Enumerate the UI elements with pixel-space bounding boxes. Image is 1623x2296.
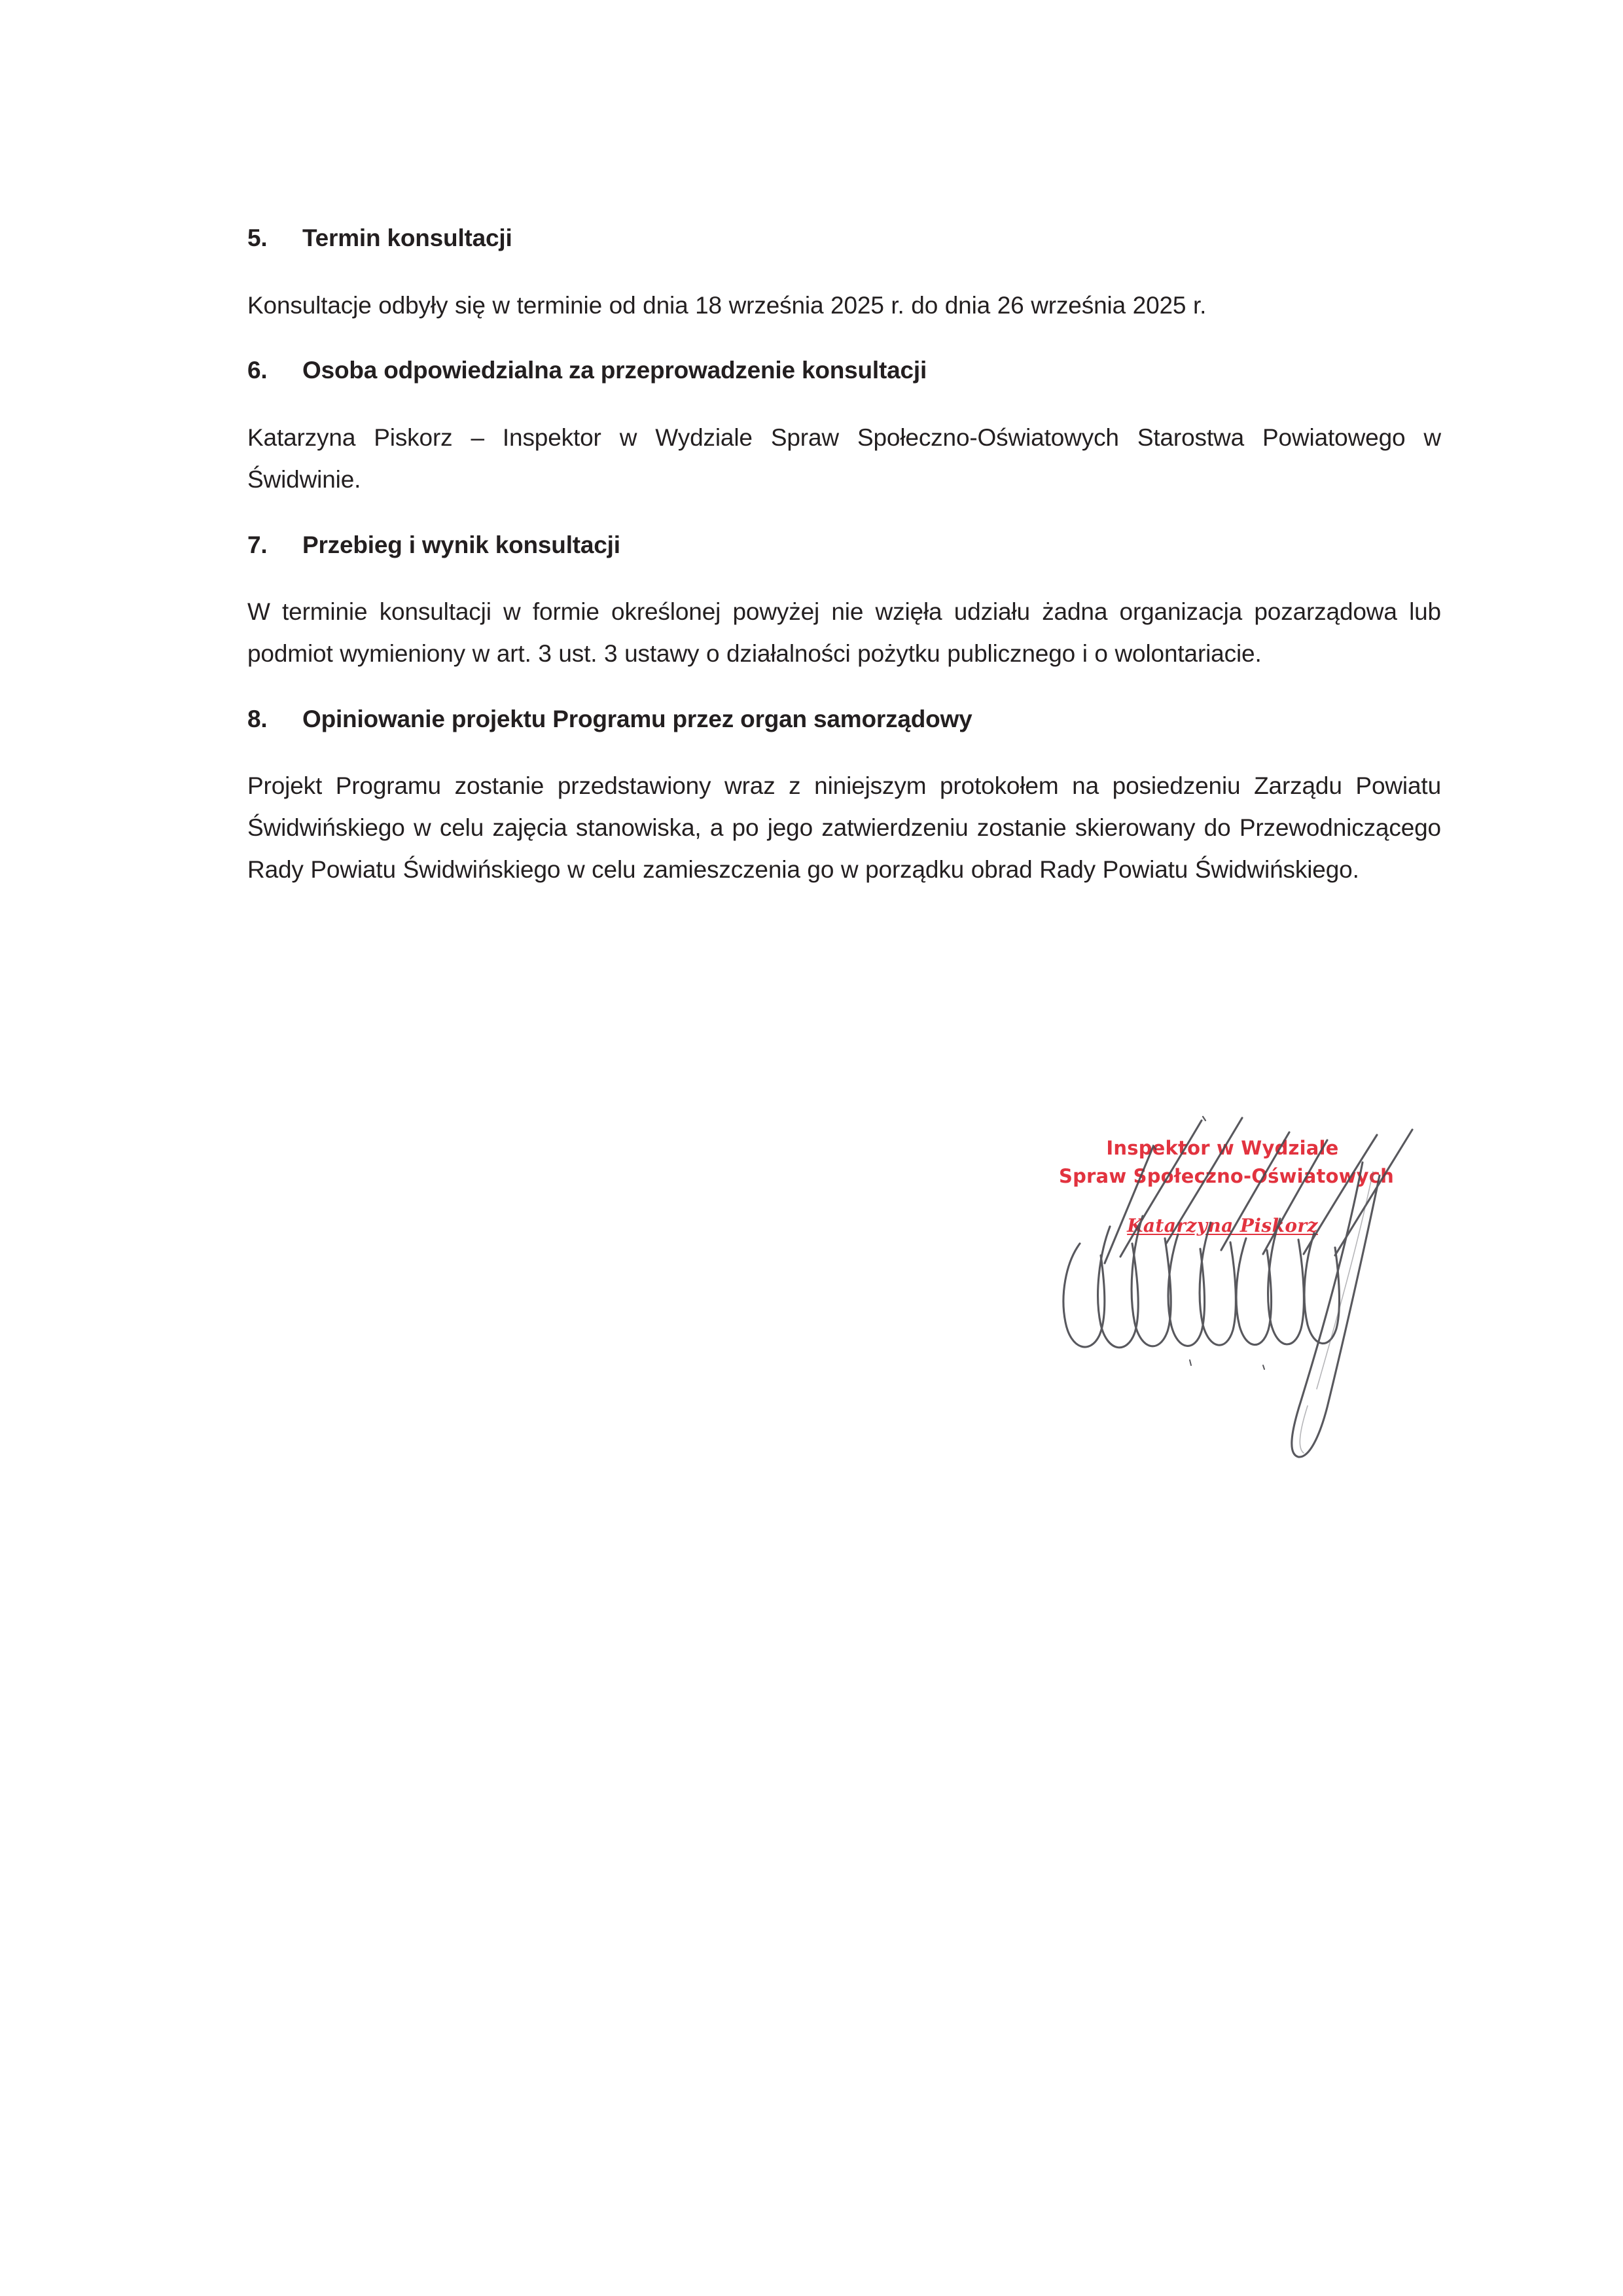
section-heading-7 bbox=[247, 529, 1441, 562]
section-number-5: 5. bbox=[247, 224, 268, 251]
section-title-6: Osoba odpowiedzialna za przeprowadzenie konsultacji bbox=[302, 357, 927, 384]
section-paragraph-5-1: Konsultacje odbyły się w terminie od dnia 18 września 2025 r. do dnia 26 września 2025 r. bbox=[247, 291, 1207, 319]
office-stamp bbox=[1059, 1137, 1395, 1236]
document-body bbox=[247, 223, 1441, 919]
stamp-line-department: Spraw Społeczno-Oświatowych bbox=[1059, 1165, 1395, 1187]
section-heading-5 bbox=[247, 223, 1441, 255]
section-number-6: 6. bbox=[247, 357, 268, 384]
section-title-7: Przebieg i wynik konsultacji bbox=[302, 531, 620, 558]
section-paragraph-6-1: Katarzyna Piskorz – Inspektor w Wydziale Spraw Społeczno-Oświatowych Starostwa Powiatowego w Świdwinie. bbox=[247, 424, 1441, 493]
section-paragraph-8-1: Projekt Programu zostanie przedstawiony wraz z niniejszym protokołem na posiedzeniu Zarządu Powiatu Świdwińskiego w celu zajęcia stanowiska, a po jego zatwierdzeniu zostanie skierowany do Przewodniczącego Rady Powiatu Świdwińskiego w celu zamieszczenia go w porządku obrad Rady Powiatu Świdwińskiego. bbox=[247, 772, 1441, 883]
signature-block bbox=[982, 1047, 1453, 1518]
section-number-7: 7. bbox=[247, 531, 268, 558]
section-heading-6 bbox=[247, 355, 1441, 387]
handwritten-signature bbox=[982, 1047, 1453, 1518]
section-title-5: Termin konsultacji bbox=[302, 224, 512, 251]
section-heading-8 bbox=[247, 704, 1441, 736]
stamp-line-position: Inspektor w Wydziale bbox=[1106, 1137, 1339, 1159]
section-title-8: Opiniowanie projektu Programu przez organ samorządowy bbox=[302, 705, 972, 732]
section-number-8: 8. bbox=[247, 705, 268, 732]
section-paragraph-7-1: W terminie konsultacji w formie określonej powyżej nie wzięła udziału żadna organizacja pozarządowa lub podmiot wymieniony w art. 3 ust. 3 ustawy o działalności pożytku publicznego i o wolontariacie. bbox=[247, 598, 1441, 667]
stamp-line-name: Katarzyna Piskorz bbox=[1127, 1215, 1318, 1236]
